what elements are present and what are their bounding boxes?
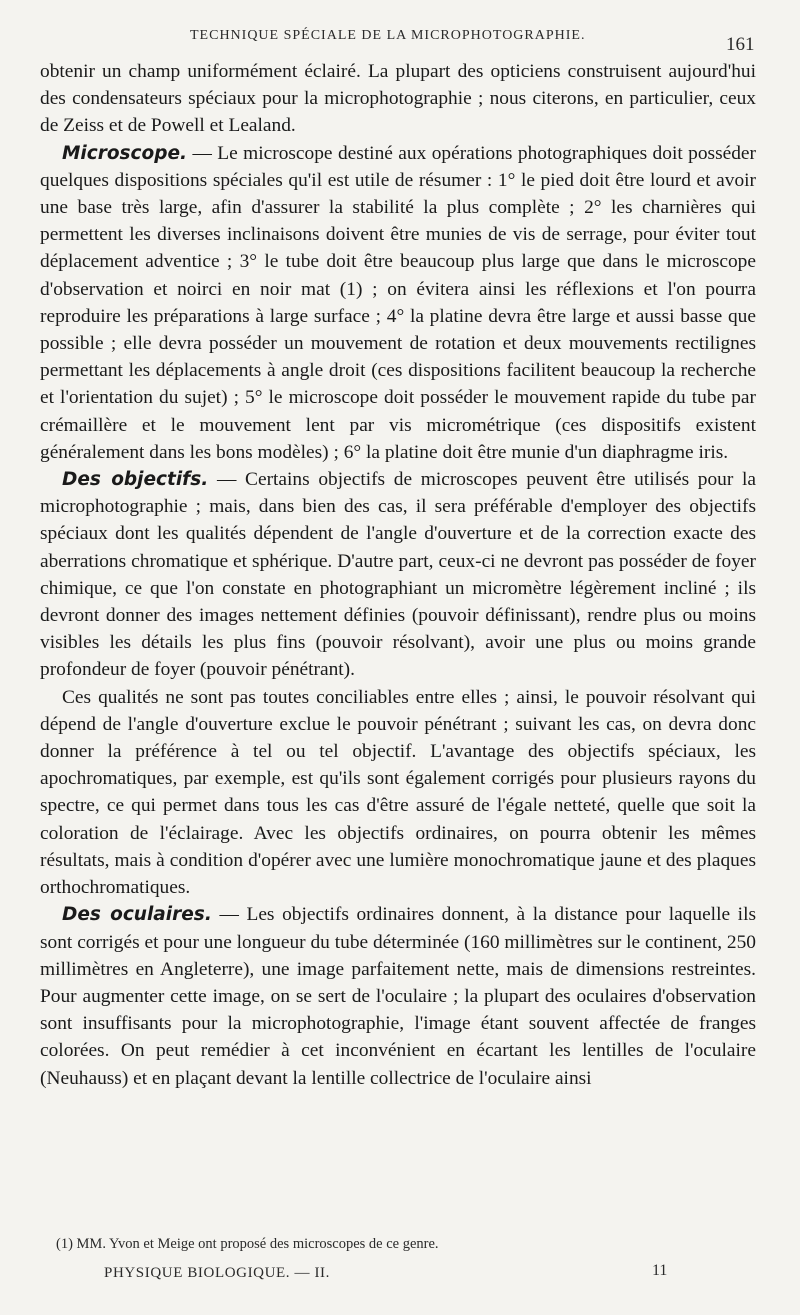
paragraph-condensers [40, 58, 756, 140]
paragraph-oculaires [40, 901, 756, 1091]
footer-signature-number: 11 [652, 1262, 668, 1279]
paragraph-text: — Certains objectifs de microscopes peuvent être utilisés pour la microphotographie ; mais, dans bien des cas, il sera préférable d'employer des objectifs spéciaux dont les qualités dépendent de l'angle d'ouverture et de la correction exacte des aberrations chromatique et sphérique. D'autre part, ceux-ci ne devront pas posséder de foyer chimique, ce que l'on constate en photographiant un micromètre légèrement incliné ; ils devront donner des images nettement définies (pouvoir définissant), rendre plus ou moins visibles les détails les plus fins (pouvoir résolvant), avoir une plus ou moins grande profondeur de foyer (pouvoir pénétrant). [40, 469, 757, 681]
body-text [40, 58, 756, 1092]
footnote: (1) MM. Yvon et Meige ont proposé des microscopes de ce genre. [56, 1236, 439, 1252]
paragraph-text: — Les objectifs ordinaires donnent, à la distance pour laquelle ils sont corrigés et pour une longueur du tube déterminée (160 millimètres sur le continent, 250 millimètres en Angleterre), une image parfaitement nette, mais de dimensions restreintes. Pour augmenter cette image, on se sert de l'oculaire ; la plupart des oculaires d'observation sont insuffisants pour la microphotographie, l'image étant souvent affectée de franges colorées. On peut remédier à cet inconvénient en écartant les lentilles de l'oculaire (Neuhauss) et en plaçant devant la lentille collectrice de l'oculaire ainsi [40, 904, 756, 1089]
paragraph-qualites [40, 684, 756, 902]
section-heading-oculaires: Des oculaires. [62, 904, 212, 926]
paragraph-microscope [40, 140, 756, 466]
paragraph-text: — Le microscope destiné aux opérations photographiques doit posséder quelques dispositions spéciales qu'il est utile de résumer : 1° le pied doit être lourd et avoir une base très large, afin d'assurer la stabilité la plus complète ; 2° les charnières qui permettent les diverses inclinaisons doivent être munies de vis de serrage, pour éviter tout déplacement adventice ; 3° le tube doit être beaucoup plus large que dans le microscope d'observation et noirci en noir mat (1) ; on évitera ainsi les réflexions et l'on pourra reproduire les préparations à large surface ; 4° la platine devra être large et aussi basse que possible ; elle devra posséder un mouvement de rotation et deux mouvements rectilignes permettant les déplacements à angle droit (ces dispositions facilitent beaucoup la recherche et l'orientation du sujet) ; 5° le microscope doit posséder le mouvement rapide du tube par crémaillère et le mouvement lent par vis micrométrique (ces dispositifs existent généralement dans les bons modèles) ; 6° la platine doit être munie d'un diaphragme iris. [40, 142, 756, 463]
paragraph-objectifs [40, 466, 756, 684]
paragraph-text: Ces qualités ne sont pas toutes conciliables entre elles ; ainsi, le pouvoir résolvant qui dépend de l'angle d'ouverture exclue le pouvoir pénétrant ; suivant les cas, on devra donc donner la préférence à tel ou tel objectif. L'avantage des objectifs spéciaux, les apochromatiques, par exemple, est qu'ils sont également corrigés pour plusieurs rayons du spectre, ce qui permet dans tous les cas d'être assuré de l'égale netteté, quelle que soit la coloration de l'éclairage. Avec les objectifs ordinaires, on pourra obtenir les mêmes résultats, mais à condition d'opérer avec une lumière monochromatique jaune et des plaques orthochromatiques. [40, 686, 756, 899]
paragraph-text: obtenir un champ uniformément éclairé. La plupart des opticiens construisent aujourd'hui des condensateurs spéciaux pour la microphotographie ; nous citerons, en particulier, ceux de Zeiss et de Powell et Lealand. [40, 61, 756, 137]
running-head: TECHNIQUE SPÉCIALE DE LA MICROPHOTOGRAPHIE. [190, 28, 586, 43]
section-heading-microscope: Microscope. [62, 142, 188, 164]
page-number: 161 [726, 34, 755, 55]
section-heading-objectifs: Des objectifs. [62, 469, 209, 491]
footer-book-title: PHYSIQUE BIOLOGIQUE. — II. [104, 1265, 330, 1281]
